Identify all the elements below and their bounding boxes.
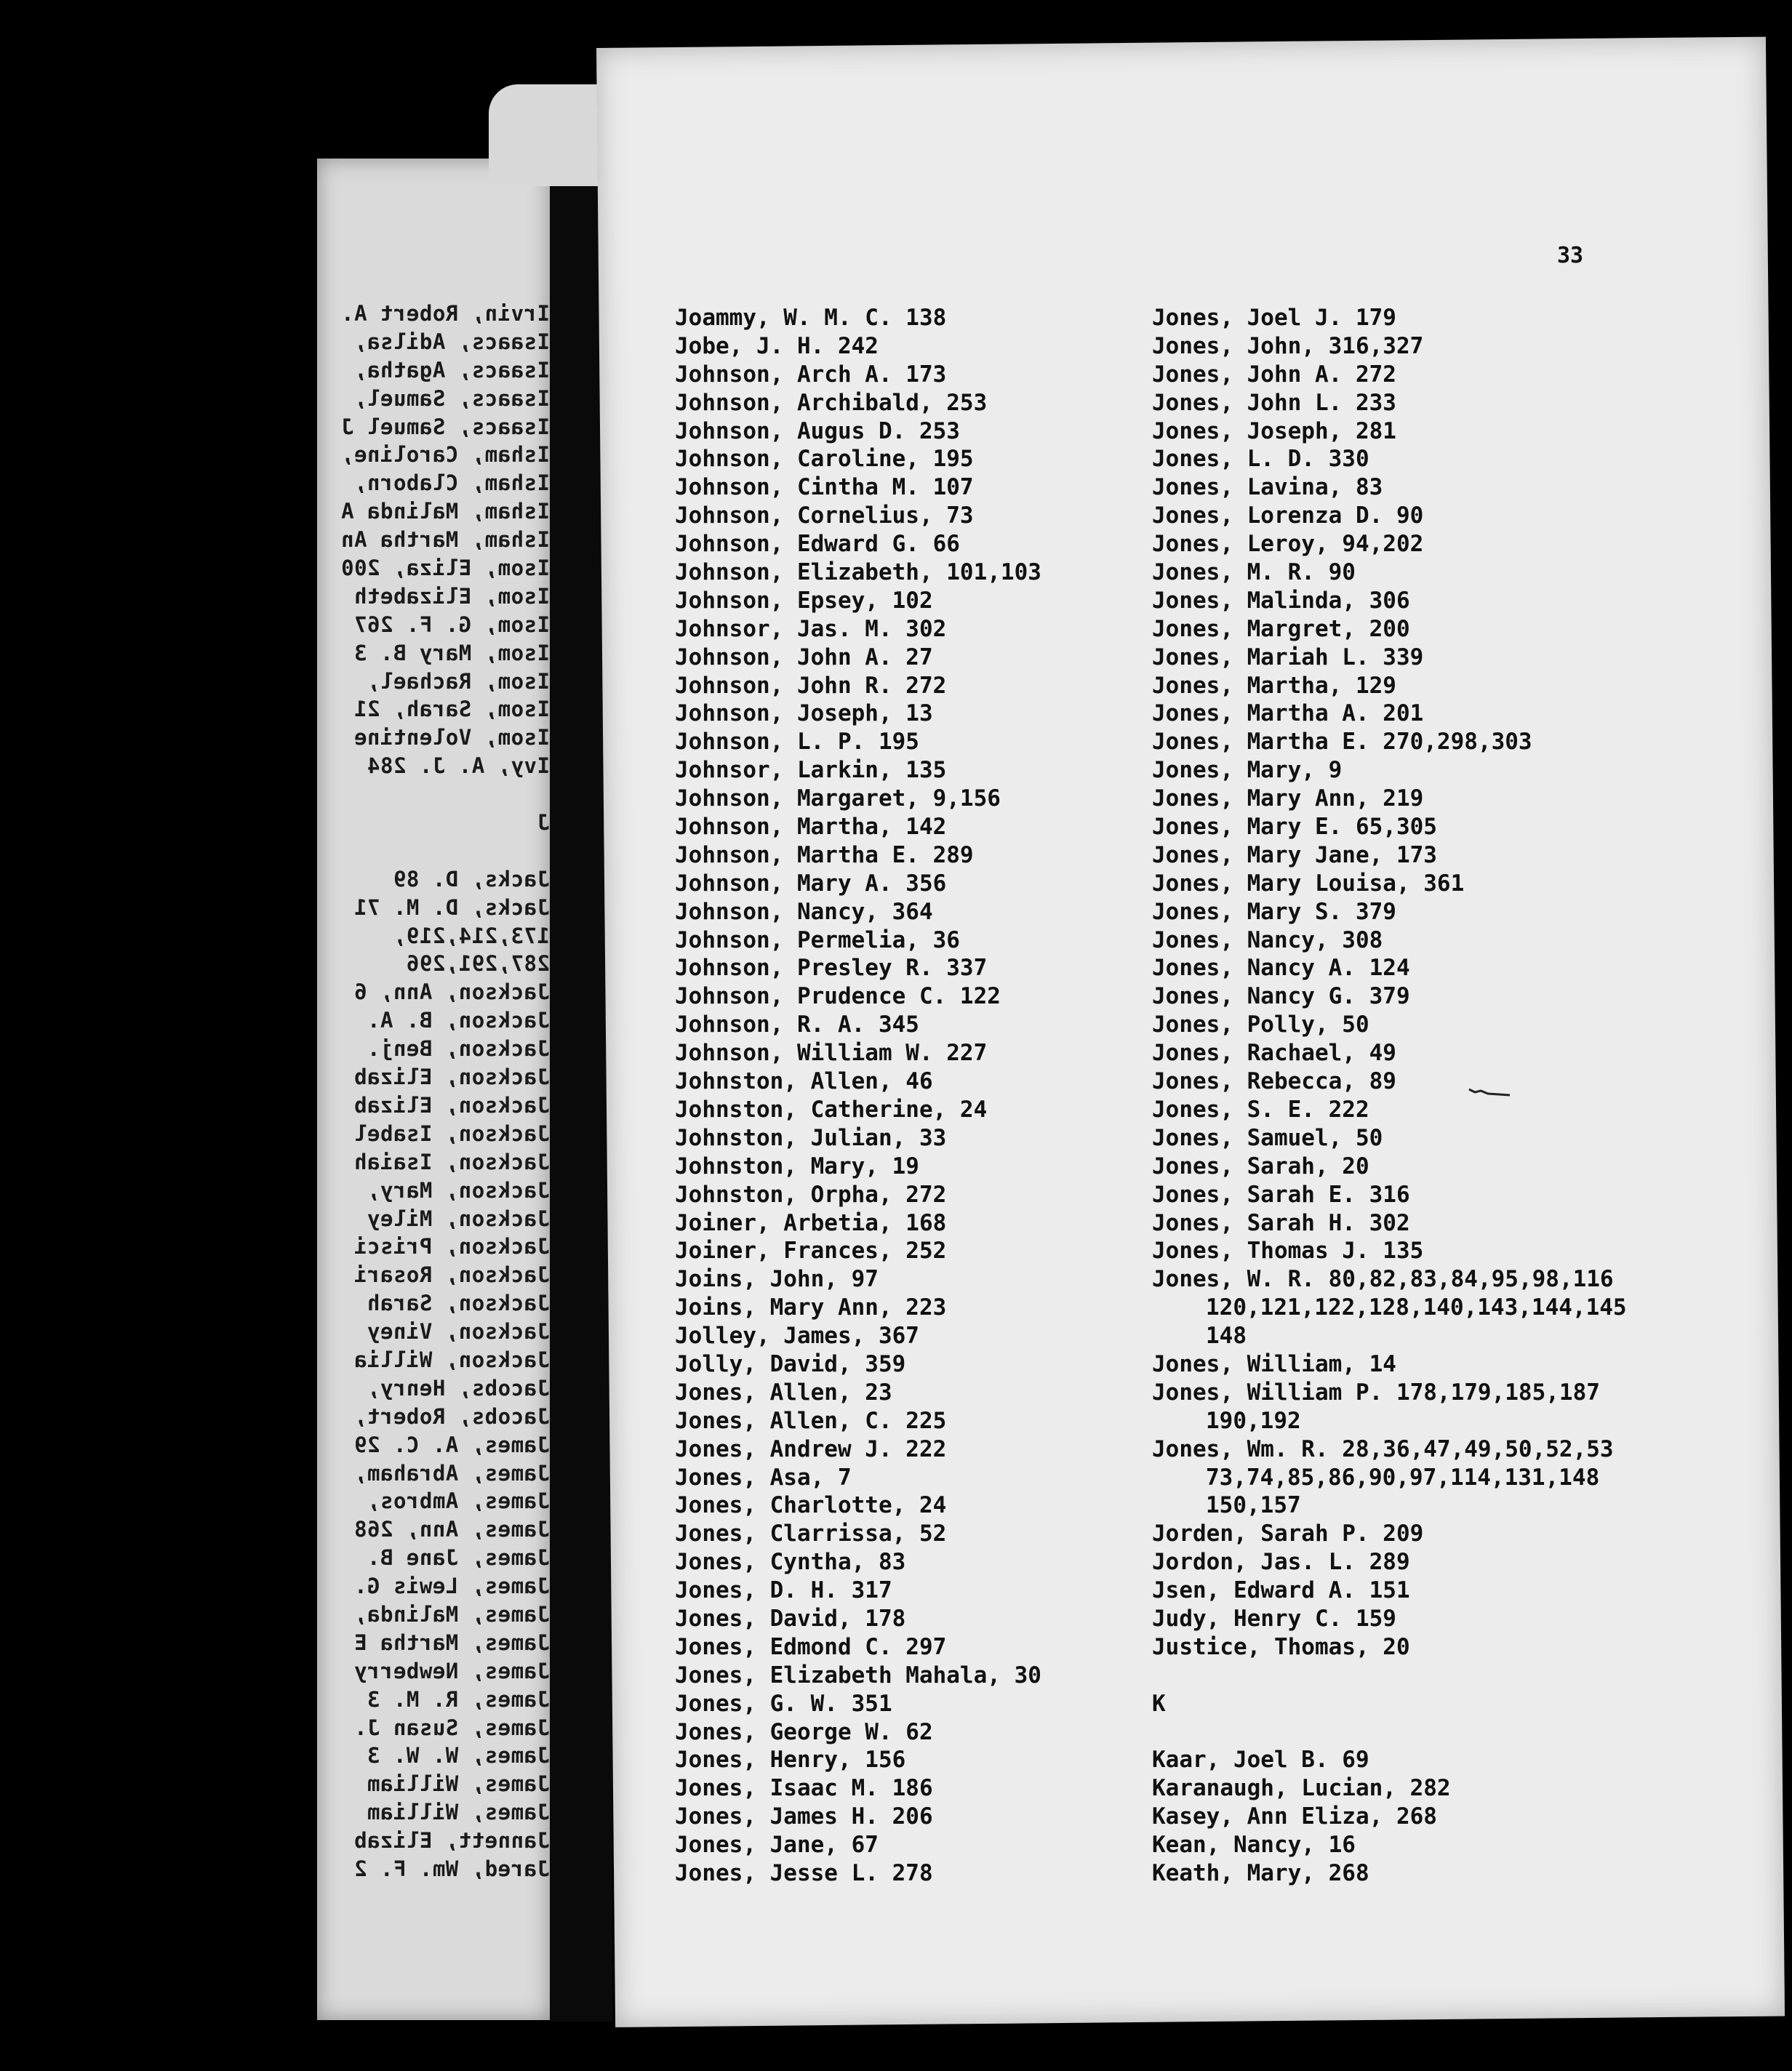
index-entry: Jones, William, 14 — [1152, 1350, 1396, 1377]
index-entry: Jobe, J. H. 242 — [675, 332, 879, 359]
index-entry: Jones, Lavina, 83 — [1152, 474, 1383, 501]
index-entry: Jones, James H. 206 — [675, 1803, 933, 1830]
index-entry: Jones, Andrew J. 222 — [675, 1435, 947, 1462]
index-entry: Jones, Lorenza D. 90 — [1152, 502, 1424, 529]
mirrored-entry: Jackson, Mary, — [367, 1177, 550, 1203]
index-entry: Johnson, L. P. 195 — [675, 729, 919, 756]
mirrored-entry: Isaacs, Agatha, — [353, 357, 550, 382]
index-entry: Jones, Joel J. 179 — [1152, 305, 1396, 331]
mirrored-entry: Isom, Rachael, — [367, 668, 550, 694]
index-entry: Jolly, David, 359 — [675, 1350, 906, 1377]
mirrored-entry: Ivy, A. J. 284 — [367, 753, 550, 779]
index-entry: Kasey, Ann Eliza, 268 — [1152, 1803, 1437, 1830]
index-entry: 190,192 — [1206, 1407, 1301, 1434]
index-entry: Johnson, Prudence C. 122 — [675, 983, 1001, 1010]
index-entry: Kean, Nancy, 16 — [1152, 1832, 1356, 1859]
index-entry: Jones, Rebecca, 89 — [1152, 1068, 1396, 1095]
mirrored-entry: Isham, Caroline, — [340, 442, 550, 468]
mirrored-entry: Irvin, Robert A. — [340, 301, 550, 326]
index-entry: Johnston, Julian, 33 — [675, 1124, 947, 1151]
index-entry: Jones, John L. 233 — [1152, 389, 1396, 416]
index-entry: Jones, George W. 62 — [675, 1718, 933, 1745]
index-entry: Jones, Edmond C. 297 — [675, 1633, 947, 1660]
index-entry: Johnson, Margaret, 9,156 — [675, 785, 1001, 812]
index-entry: Jones, William P. 178,179,185,187 — [1152, 1379, 1600, 1406]
index-entry: Jones, Mary Louisa, 361 — [1152, 870, 1465, 897]
mirrored-entry: 287,291,296 — [406, 951, 550, 977]
mirrored-entry: Jackson, Elizab — [353, 1092, 550, 1118]
index-entry: Jones, Martha E. 270,298,303 — [1152, 729, 1532, 756]
spacer — [1152, 1718, 1627, 1747]
mirrored-entry: James, Susan J. — [353, 1715, 550, 1740]
mirrored-entry: James, Lewis G. — [353, 1574, 550, 1599]
index-entry: 148 — [1206, 1323, 1247, 1350]
mirrored-entry: Jackson, Isaiah — [353, 1149, 550, 1174]
mirrored-entry: Jackson, Willia — [353, 1347, 550, 1372]
index-entry: Johnson, John A. 27 — [675, 644, 933, 670]
mirrored-entry: J — [537, 810, 550, 836]
index-entry: Jones, W. R. 80,82,83,84,95,98,116 — [1152, 1266, 1614, 1293]
index-entry: Jones, Charlotte, 24 — [675, 1492, 947, 1519]
index-entry: Jones, Henry, 156 — [675, 1747, 906, 1774]
mirrored-entry: James, Ann, 268 — [353, 1517, 550, 1542]
index-entry: Johnson, Martha E. 289 — [675, 841, 974, 868]
index-entry: Jones, Rachael, 49 — [1152, 1040, 1396, 1067]
index-entry: Jones, Joseph, 281 — [1152, 417, 1396, 444]
mirrored-entry: Isaacs, Adilsa, — [353, 329, 550, 354]
index-entry: Joiner, Frances, 252 — [675, 1238, 947, 1265]
mirrored-entry — [317, 780, 550, 809]
index-entry: Karanaugh, Lucian, 282 — [1152, 1775, 1451, 1802]
index-entry: Jones, David, 178 — [675, 1605, 906, 1632]
mirrored-entry: James, William — [367, 1771, 550, 1797]
index-entry: 120,121,122,128,140,143,144,145 — [1206, 1294, 1627, 1321]
index-entry: 73,74,85,86,90,97,114,131,148 — [1206, 1464, 1600, 1491]
index-entry: Johnson, Mary A. 356 — [675, 870, 947, 897]
index-entry: Johnson, Presley R. 337 — [675, 955, 988, 982]
mirrored-entry: Jackson, Prisci — [353, 1234, 550, 1259]
mirrored-entry: James, Martha E — [353, 1630, 550, 1655]
index-entry: Jsen, Edward A. 151 — [1152, 1577, 1410, 1604]
mirrored-entry: Jackson, Benj. — [367, 1036, 550, 1062]
previous-page-mirrored-text — [317, 300, 550, 1972]
mirrored-entry: James, William — [367, 1800, 550, 1825]
mirrored-entry: James, Malinda, — [353, 1601, 550, 1627]
index-entry: Jones, Mary E. 65,305 — [1152, 814, 1437, 841]
index-entry: Jones, Martha, 129 — [1152, 672, 1396, 699]
mirrored-entry: James, Jane B. — [367, 1545, 550, 1571]
mirrored-entry: James, Ambros, — [367, 1489, 550, 1514]
index-entry: Johnson, R. A. 345 — [675, 1012, 919, 1038]
mirrored-entry: Isom, Volentine — [353, 725, 550, 750]
mirrored-text-block — [317, 300, 550, 1883]
mirrored-entry: Jackson, Viney — [367, 1319, 550, 1345]
mirrored-entry: James, R. M. 3 — [367, 1686, 550, 1712]
index-entry: Jones, Allen, C. 225 — [675, 1407, 947, 1434]
mirrored-entry — [317, 837, 550, 865]
index-entry: Jones, Sarah, 20 — [1152, 1153, 1369, 1179]
mirrored-entry: Jackson, B. A. — [367, 1008, 550, 1033]
index-entry: Johnson, Martha, 142 — [675, 814, 947, 841]
index-entry: Keath, Mary, 268 — [1152, 1859, 1369, 1886]
index-entry: Jones, Mary, 9 — [1152, 757, 1343, 784]
index-entry: Jones, Jane, 67 — [675, 1832, 879, 1859]
index-entry: Johnson, Elizabeth, 101,103 — [675, 559, 1041, 586]
mirrored-entry: Jackson, Sarah — [367, 1291, 550, 1316]
index-entry: Jones, Jesse L. 278 — [675, 1859, 933, 1886]
index-entry: Johnsor, Larkin, 135 — [675, 757, 947, 784]
index-entry: Jolley, James, 367 — [675, 1323, 919, 1350]
index-entry: Johnson, Archibald, 253 — [675, 389, 988, 416]
index-entry: Jones, D. H. 317 — [675, 1577, 892, 1604]
index-entry: Johnson, John R. 272 — [675, 672, 947, 699]
mirrored-entry: Jannett, Elizab — [353, 1828, 550, 1854]
mirrored-entry: Jacobs, Henry, — [367, 1375, 550, 1401]
mirrored-entry: Isom, Mary B. 3 — [353, 640, 550, 665]
index-entry: Jones, Leroy, 94,202 — [1152, 531, 1424, 558]
index-entry: Johnston, Catherine, 24 — [675, 1096, 988, 1123]
index-entry: Joiner, Arbetia, 168 — [675, 1209, 947, 1236]
index-entry: Johnson, Cornelius, 73 — [675, 502, 974, 529]
index-entry: Jones, Martha A. 201 — [1152, 700, 1424, 727]
spacer — [1152, 1662, 1627, 1690]
mirrored-entry: Jackson, Isabel — [353, 1121, 550, 1146]
index-entry: Johnston, Mary, 19 — [675, 1153, 919, 1179]
mirrored-entry: James, Newberry — [353, 1658, 550, 1683]
left-index-column — [675, 304, 1041, 1888]
mirrored-entry: Jackson, Elizab — [353, 1065, 550, 1090]
index-entry: Johnson, Augus D. 253 — [675, 417, 960, 444]
index-entry: Johnson, Arch A. 173 — [675, 361, 947, 388]
mirrored-entry: Jacobs, Robert, — [353, 1403, 550, 1429]
mirrored-entry: Isham, Malinda A — [340, 499, 550, 524]
index-entry: Jones, John, 316,327 — [1152, 332, 1424, 359]
mirrored-entry: Jacks, D. 89 — [393, 866, 550, 892]
index-entry: Jones, L. D. 330 — [1152, 446, 1369, 473]
page-number: 33 — [1557, 243, 1584, 268]
index-entry: Jones, Malinda, 306 — [1152, 587, 1410, 614]
mirrored-entry: Isom, Eliza, 200 — [340, 556, 550, 581]
index-entry: Johnson, Joseph, 13 — [675, 700, 933, 727]
index-entry: Jones, Mariah L. 339 — [1152, 644, 1424, 670]
index-entry: Jones, Cyntha, 83 — [675, 1549, 906, 1576]
index-entry: Johnson, Caroline, 195 — [675, 446, 974, 473]
index-entry: Jones, Thomas J. 135 — [1152, 1238, 1424, 1265]
mirrored-entry: James, A. C. 29 — [353, 1432, 550, 1457]
pen-mark-icon — [1468, 1086, 1511, 1097]
mirrored-entry: Isham, Martha An — [340, 527, 550, 553]
index-entry: Jones, Sarah H. 302 — [1152, 1209, 1410, 1236]
index-entry: Jones, Clarrissa, 52 — [675, 1521, 947, 1547]
mirrored-entry: Jacks, D. M. 71 — [353, 894, 550, 920]
mirrored-entry: Isaacs, Samuel J — [340, 414, 550, 439]
index-entry: Joins, Mary Ann, 223 — [675, 1294, 947, 1321]
mirrored-entry: James, Abraham, — [353, 1460, 550, 1486]
index-entry: Jones, Mary S. 379 — [1152, 898, 1396, 925]
index-entry: Jordon, Jas. L. 289 — [1152, 1549, 1410, 1576]
index-entry: Johnson, Permelia, 36 — [675, 926, 960, 953]
index-entry: 150,157 — [1206, 1492, 1301, 1519]
mirrored-entry: James, W. W. 3 — [367, 1743, 550, 1768]
index-entry: Jones, S. E. 222 — [1152, 1096, 1369, 1123]
index-entry: Johnson, Edward G. 66 — [675, 531, 960, 558]
mirrored-entry: Jackson, Ann, 6 — [353, 980, 550, 1005]
index-entry: Jones, Nancy, 308 — [1152, 926, 1383, 953]
index-entry: Jones, Mary Jane, 173 — [1152, 841, 1437, 868]
index-entry: Johnston, Orpha, 272 — [675, 1181, 947, 1208]
index-entry: Jones, Nancy G. 379 — [1152, 983, 1410, 1010]
index-entry: Jones, Nancy A. 124 — [1152, 955, 1410, 982]
mirrored-entry: Jared, Wm. F. 2 — [353, 1856, 550, 1881]
index-entry: Jones, Sarah E. 316 — [1152, 1181, 1410, 1208]
mirrored-entry: Isaacs, Samuel, — [353, 385, 550, 411]
right-index-column — [1152, 304, 1627, 1888]
index-entry: Jones, Allen, 23 — [675, 1379, 892, 1406]
index-entry: Johnsor, Jas. M. 302 — [675, 615, 947, 642]
index-entry: Johnson, Epsey, 102 — [675, 587, 933, 614]
index-entry: Jones, Wm. R. 28,36,47,49,50,52,53 — [1152, 1435, 1614, 1462]
index-entry: Jorden, Sarah P. 209 — [1152, 1521, 1424, 1547]
index-entry: Jones, Polly, 50 — [1152, 1012, 1369, 1038]
index-entry: Jones, Margret, 200 — [1152, 615, 1410, 642]
index-entry: Jones, G. W. 351 — [675, 1690, 892, 1717]
index-entry: Jones, Elizabeth Mahala, 30 — [675, 1662, 1041, 1689]
index-entry: Joins, John, 97 — [675, 1266, 879, 1293]
mirrored-entry: Isham, Claborn, — [353, 470, 550, 496]
index-entry: Jones, John A. 272 — [1152, 361, 1396, 388]
index-entry: Jones, Asa, 7 — [675, 1464, 852, 1491]
index-entry: Johnson, Cintha M. 107 — [675, 474, 974, 501]
mirrored-entry: Isom, G. F. 267 — [353, 612, 550, 637]
index-entry: Johnson, Nancy, 364 — [675, 898, 933, 925]
index-entry: Jones, M. R. 90 — [1152, 559, 1356, 586]
section-letter: K — [1152, 1690, 1166, 1717]
index-entry: Jones, Isaac M. 186 — [675, 1775, 933, 1802]
index-entry: Jones, Samuel, 50 — [1152, 1124, 1383, 1151]
mirrored-entry: Isom, Elizabeth — [353, 583, 550, 609]
index-entry: Kaar, Joel B. 69 — [1152, 1747, 1369, 1774]
index-entry: Johnson, William W. 227 — [675, 1040, 988, 1067]
index-entry: Joammy, W. M. C. 138 — [675, 305, 947, 331]
mirrored-entry: 173,214,219, — [393, 923, 550, 948]
index-entry: Judy, Henry C. 159 — [1152, 1605, 1396, 1632]
index-entry: Johnston, Allen, 46 — [675, 1068, 933, 1095]
index-entry: Jones, Mary Ann, 219 — [1152, 785, 1424, 812]
mirrored-entry: Jackson, Rosari — [353, 1262, 550, 1288]
mirrored-entry: Isom, Sarah, 21 — [353, 697, 550, 722]
mirrored-entry: Jackson, Miley — [367, 1206, 550, 1231]
index-entry: Justice, Thomas, 20 — [1152, 1633, 1410, 1660]
